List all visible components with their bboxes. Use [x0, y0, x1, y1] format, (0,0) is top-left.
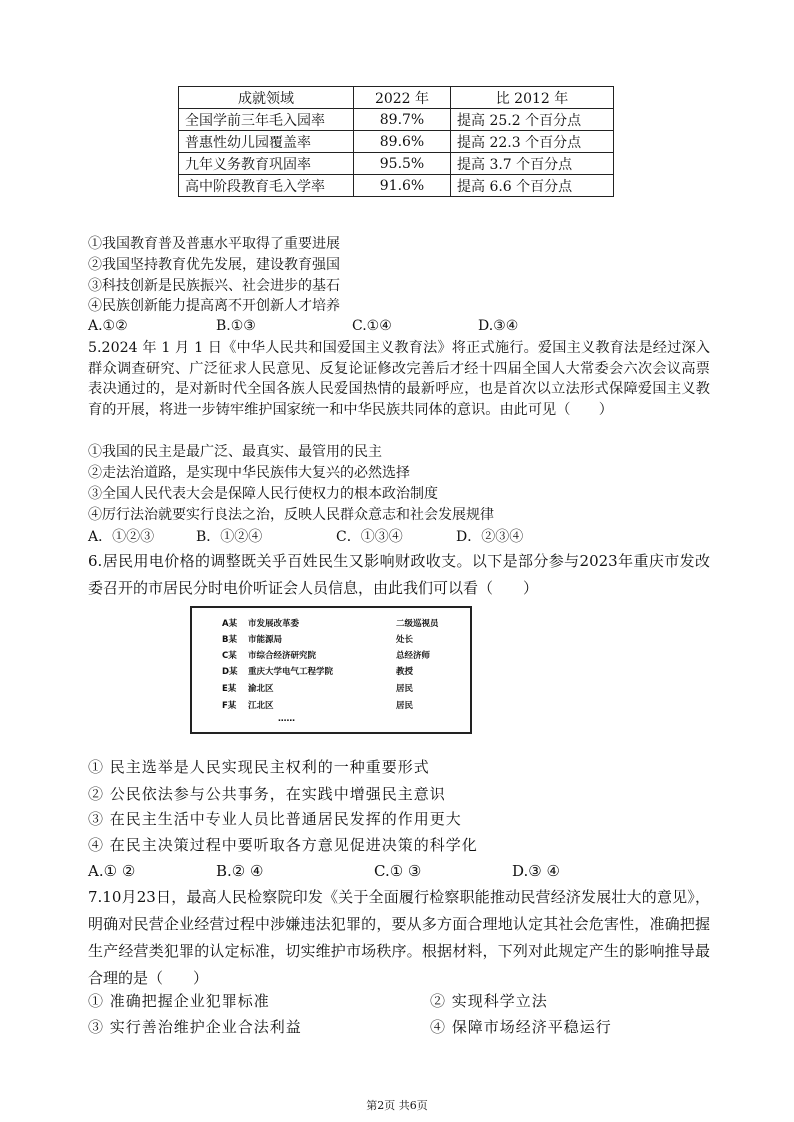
q5-option-b[interactable]: B．①②④	[196, 529, 263, 545]
figure-row: B某 市能源局 处长	[222, 635, 414, 645]
q4-option-c[interactable]: C.①④	[352, 318, 392, 334]
q6-item-4: ④ 在民主决策过程中要听取各方意见促进决策的科学化	[88, 836, 478, 854]
q4-item-4: ④民族创新能力提高离不开创新人才培养	[88, 298, 340, 314]
q7-item-3: ③ 实行善治维护企业合法利益	[88, 1018, 302, 1036]
q4-item-1: ①我国教育普及普惠水平取得了重要进展	[88, 236, 340, 252]
q6-option-c[interactable]: C.① ③	[374, 862, 422, 880]
q6-item-3: ③ 在民主生活中专业人员比普通居民发挥的作用更大	[88, 810, 462, 828]
hearing-participants-figure	[190, 606, 472, 734]
q4-options	[88, 318, 518, 334]
figure-row: E某 渝北区 居民	[222, 684, 414, 694]
q7-item-4: ④ 保障市场经济平稳运行	[430, 1018, 612, 1036]
q6-option-a[interactable]: A.① ②	[88, 862, 136, 880]
q7-stem: 7.10月23日，最高人民检察院印发《关于全面履行检察职能推动民营经济发展壮大的意见》，明确对民营企业经营过程中涉嫌违法犯罪的，要从多方面合理地认定其社会危害性，准确把握生产经营类犯罪的认定标准，切实维护市场秩序。根据材料，下列对此规定产生的影响推导最合理的是（ ）	[88, 888, 710, 987]
q6-item-2: ② 公民依法参与公共事务，在实践中增强民主意识	[88, 785, 446, 803]
q5-item-2: ②走法治道路，是实现中华民族伟大复兴的必然选择	[88, 465, 410, 481]
q4-item-3: ③科技创新是民族振兴、社会进步的基石	[88, 278, 340, 294]
q7-item-1: ① 准确把握企业犯罪标准	[88, 992, 270, 1010]
table-row	[179, 109, 614, 131]
q5-option-d[interactable]: D．②③④	[456, 529, 524, 545]
table-cell: 91.6%	[354, 175, 451, 197]
q5-option-a[interactable]: A．①②③	[88, 529, 155, 545]
q6-option-d[interactable]: D.③ ④	[512, 862, 560, 880]
q6-item-1: ① 民主选举是人民实现民主权利的一种重要形式	[88, 758, 430, 776]
q4-option-a[interactable]: A.①②	[88, 318, 128, 334]
q5-option-c[interactable]: C．①③④	[336, 529, 403, 545]
q5-stem: 5.2024 年 1 月 1 日《中华人民共和国爱国主义教育法》将正式施行。爱国主义教育法是经过深入群众调查研究、广泛征求人民意见、反复论证修改完善后才经十四届全国人大常委会六次会议高票表决通过的，是对新时代全国各族人民爱国热情的最新呼应，也是首次以立法形式保障爱国主义教育的开展，将进一步铸牢维护国家统一和中华民族共同体的意识。由此可见（ ）	[88, 340, 710, 418]
table-cell: 95.5%	[354, 153, 451, 175]
table-header-cell: 比 2012 年	[451, 87, 614, 109]
q4-item-2: ②我国坚持教育优先发展，建设教育强国	[88, 257, 340, 273]
table-cell: 提高 3.7 个百分点	[451, 153, 614, 175]
achievement-table	[178, 86, 614, 197]
page-number: 第2页 共6页	[366, 1099, 428, 1112]
table-row	[179, 175, 614, 197]
figure-row: F某 江北区 居民	[222, 701, 414, 711]
q7-item-2: ② 实现科学立法	[430, 992, 548, 1010]
table-cell: 提高 22.3 个百分点	[451, 131, 614, 153]
q6-options	[88, 862, 560, 880]
table-cell: 九年义务教育巩固率	[179, 153, 354, 175]
table-header-cell: 成就领域	[179, 87, 354, 109]
table-cell: 高中阶段教育毛入学率	[179, 175, 354, 197]
q5-options	[88, 526, 523, 546]
table-header-row	[179, 87, 614, 109]
table-row	[179, 153, 614, 175]
figure-ellipsis: ……	[278, 714, 295, 724]
q5-item-3: ③全国人民代表大会是保障人民行使权力的根本政治制度	[88, 486, 438, 502]
q5-item-4: ④厉行法治就要实行良法之治，反映人民群众意志和社会发展规律	[88, 507, 494, 523]
figure-row: A某 市发展改革委 二级巡视员	[222, 619, 439, 629]
table-header-cell: 2022 年	[354, 87, 451, 109]
q4-option-d[interactable]: D.③④	[478, 318, 519, 334]
q6-stem: 6.居民用电价格的调整既关乎百姓民生又影响财政收支。以下是部分参与2023年重庆市发改委召开的市居民分时电价听证会人员信息，由此我们可以看（ ）	[88, 552, 710, 597]
table-cell: 提高 25.2 个百分点	[451, 109, 614, 131]
q4-option-b[interactable]: B.①③	[216, 318, 256, 334]
table-row	[179, 131, 614, 153]
figure-row: D某 重庆大学电气工程学院 教授	[222, 667, 414, 677]
q5-item-1: ①我国的民主是最广泛、最真实、最管用的民主	[88, 444, 382, 460]
table-cell: 提高 6.6 个百分点	[451, 175, 614, 197]
table-cell: 89.7%	[354, 109, 451, 131]
q6-option-b[interactable]: B.② ④	[216, 862, 264, 880]
table-cell: 89.6%	[354, 131, 451, 153]
table-cell: 普惠性幼儿园覆盖率	[179, 131, 354, 153]
table-cell: 全国学前三年毛入园率	[179, 109, 354, 131]
figure-row: C某 市综合经济研究院 总经济师	[222, 651, 431, 661]
